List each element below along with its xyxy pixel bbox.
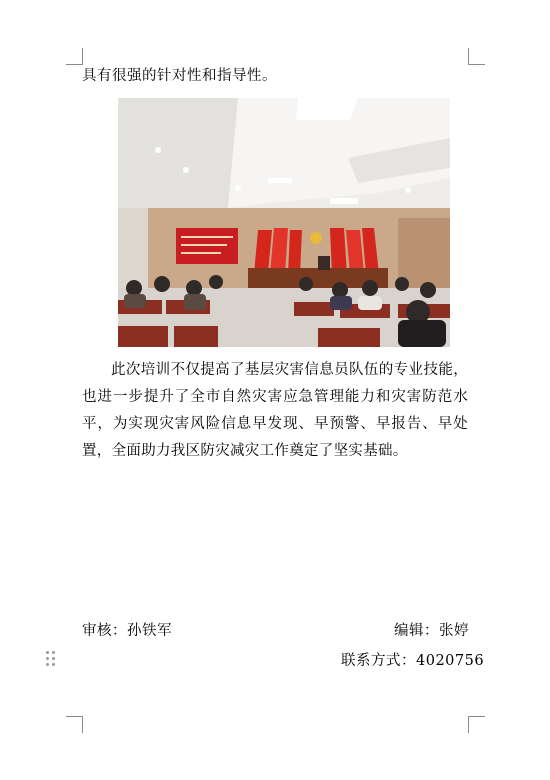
editor-label: 编辑：张婷 bbox=[394, 623, 469, 639]
crop-mark-top-right bbox=[468, 48, 485, 65]
contact-info: 联系方式：4020756 bbox=[341, 653, 485, 669]
crop-mark-bottom-left bbox=[66, 716, 83, 733]
drag-handle-icon[interactable] bbox=[46, 651, 58, 669]
text-line-top: 具有很强的针对性和指导性。 bbox=[82, 68, 277, 84]
body-paragraph: 此次培训不仅提高了基层灾害信息员队伍的专业技能，也进一步提升了全市自然灾害应急管理能力和灾害防范水平，为实现灾害风险信息早发现、早预警、早报告、早处置，全面助力我区防灾减灾工作奠定了坚实基础。 bbox=[82, 362, 468, 459]
training-photo[interactable] bbox=[118, 98, 450, 347]
reviewer-label: 审核：孙铁军 bbox=[82, 623, 172, 639]
crop-mark-bottom-right bbox=[468, 716, 485, 733]
training-photo-illustration bbox=[118, 98, 450, 347]
crop-mark-top-left bbox=[66, 48, 83, 65]
